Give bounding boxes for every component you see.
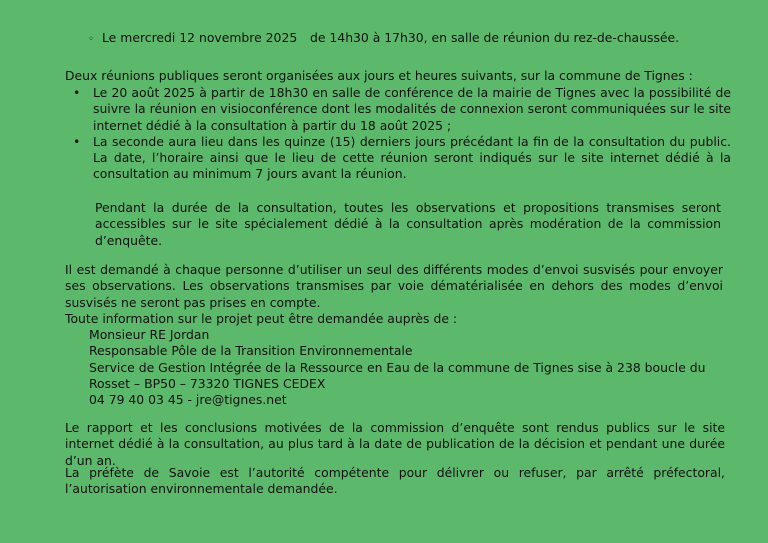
contact-service-line1: Service de Gestion Intégrée de la Ressource en Eau de la commune de Tignes sise à 238 boucle du [89,359,706,375]
meeting-1-text: Le 20 août 2025 à partir de 18h30 en salle de conférence de la mairie de Tignes avec la possibilité de suivre la réunion en visioconférence dont les modalités de connexion seront communiquées sur le site internet dédié à la consultation à partir du 18 août 2025 ; [93,85,731,133]
info-request-intro: Toute information sur le projet peut être demandée auprès de : [65,311,458,326]
list-item [65,85,731,134]
single-mode-paragraph: Il est demandé à chaque personne d’utiliser un seul des différents modes d’envoi susvisés pour envoyer ses observations. Les observations transmises par voie dématérialisée en dehors des modes d’envoi susvisés ne seront pas prises en compte. [65,262,723,310]
contact-service-line2: Rosset – BP50 – 73320 TIGNES CEDEX [89,375,326,391]
meeting-time: de 14h30 à 17h30, en salle de réunion du rez-de-chaussée. [310,30,680,45]
meeting-item [88,30,728,48]
public-meetings-intro: Deux réunions publiques seront organisées aux jours et heures suivants, sur la commune de Tignes : [65,68,693,83]
contact-name: Monsieur RE Jordan [89,327,210,342]
report-paragraph: Le rapport et les conclusions motivées de la commission d’enquête sont rendus publics sur le site internet dédié à la consultation, au plus tard à la date de publication de la décision et pendant une durée d’un an. [65,420,725,468]
public-meetings-list [65,85,731,183]
contact-role: Responsable Pôle de la Transition Environnementale [89,343,413,359]
observations-paragraph: Pendant la durée de la consultation, toutes les observations et propositions transmises seront accessibles sur le site spécialement dédié à la consultation après modération de la commission d’enquête. [95,200,721,248]
bullet-icon: • [73,85,81,100]
contact-block [89,327,729,408]
meeting-date: Le mercredi 12 novembre 2025 [102,30,298,45]
contact-phone-email: 04 79 40 03 45 - jre@tignes.net [89,392,287,408]
bullet-icon: • [73,133,81,149]
list-item [65,134,731,183]
meeting-2-text: La seconde aura lieu dans les quinze (15) derniers jours précédant la fin de la consultation du public. La date, l’horaire ainsi que le lieu de cette réunion seront indiqués sur le site internet dédié à la consultation au minimum 7 jours avant la réunion. [93,133,731,182]
sub-bullet-icon: ◦ [88,34,94,45]
prefect-paragraph: La préfète de Savoie est l’autorité compétente pour délivrer ou refuser, par arrêté préfectoral, l’autorisation environnementale demandée. [65,465,725,497]
